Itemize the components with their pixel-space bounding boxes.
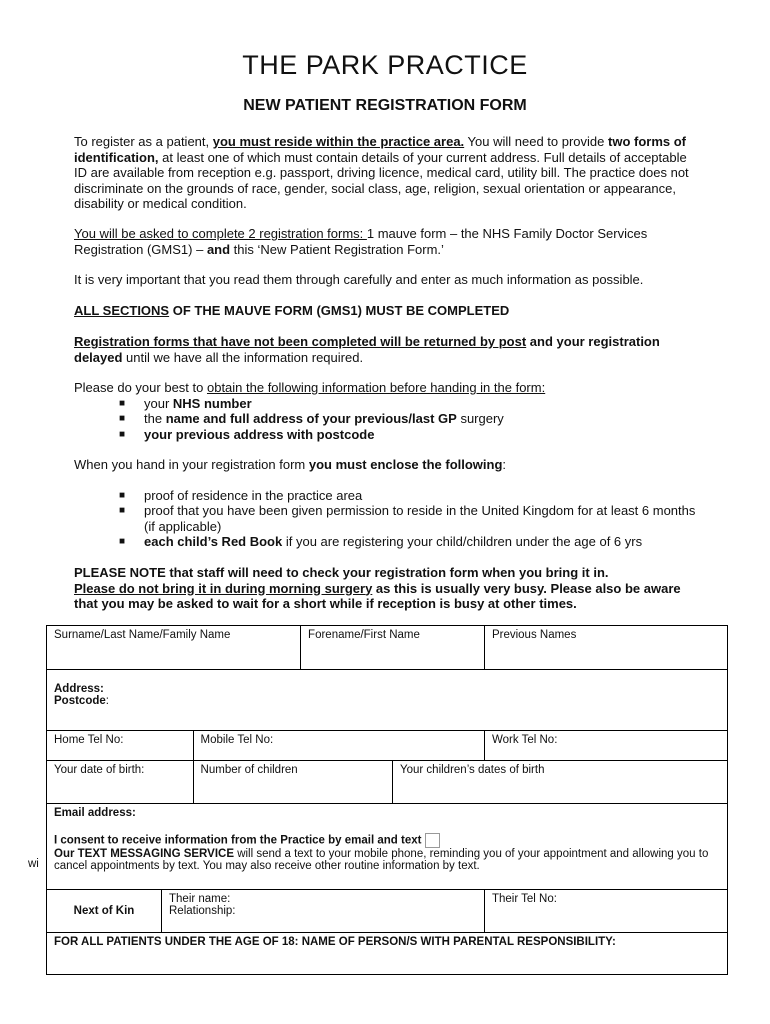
consent-row <box>54 833 720 848</box>
children-dob-field[interactable] <box>393 761 728 804</box>
date-of-birth-label: Your date of birth: <box>54 764 145 776</box>
list-item: ■ your previous address with postcode <box>119 426 375 442</box>
consent-checkbox[interactable] <box>425 833 440 848</box>
mobile-tel-label: Mobile Tel No: <box>200 734 274 746</box>
obtain-info-list <box>74 396 699 443</box>
consent-label: I consent to receive information from the Practice by email and text <box>54 834 422 847</box>
text-service-info: Our TEXT MESSAGING SERVICE will send a text to your mobile phone, reminding you of your appointment and allowing you to cancel appointments by text. You may also receive other routine information by text. <box>54 848 709 872</box>
enclose-lead: When you hand in your registration form you must enclose the following: <box>74 457 507 472</box>
surname-field[interactable] <box>47 626 301 670</box>
email-label: Email address: <box>54 807 136 819</box>
list-item: ■ your NHS number <box>119 395 252 411</box>
address-label: Address: <box>54 683 104 695</box>
parental-responsibility-field[interactable] <box>47 933 728 975</box>
please-note-paragraph: PLEASE NOTE that staff will need to check your registration form when you bring it in. Please do not bring it in during morning surgery as this is usually very busy. Please also be aware that you may be asked to wait for a short while if reception is busy at other times. <box>74 565 681 611</box>
previous-names-field[interactable] <box>484 626 727 670</box>
list-item: ■ proof that you have been given permission to reside in the United Kingdom for at least 6 months (if applicable) <box>119 503 696 534</box>
email-consent-section <box>47 804 728 890</box>
date-of-birth-field[interactable] <box>47 761 194 804</box>
page-title: THE PARK PRACTICE <box>242 50 528 80</box>
their-tel-label: Their Tel No: <box>491 893 557 905</box>
bullet-icon: ■ <box>119 505 126 516</box>
obtain-info-section <box>74 380 699 442</box>
bullet-icon: ■ <box>119 536 126 547</box>
next-of-kin-label: Next of Kin <box>47 890 162 933</box>
list-item: ■ the name and full address of your previous/last GP surgery <box>119 411 504 426</box>
number-of-children-field[interactable] <box>193 761 392 804</box>
relationship-label: Relationship: <box>169 905 236 917</box>
margin-fragment: wi <box>28 858 39 870</box>
number-of-children-label: Number of children <box>200 764 298 776</box>
home-tel-field[interactable] <box>47 731 194 761</box>
all-sections-heading: ALL SECTIONS OF THE MAUVE FORM (GMS1) MUST BE COMPLETED <box>74 303 510 318</box>
address-field[interactable] <box>47 670 728 731</box>
enclose-section <box>74 457 699 550</box>
form-title: NEW PATIENT REGISTRATION FORM <box>243 97 527 114</box>
previous-names-label: Previous Names <box>491 629 577 641</box>
parental-responsibility-label: FOR ALL PATIENTS UNDER THE AGE OF 18: NAME OF PERSON/S WITH PARENTAL RESPONSIBILITY: <box>54 936 616 948</box>
home-tel-label: Home Tel No: <box>54 734 124 746</box>
list-item: ■ proof of residence in the practice area <box>119 487 363 503</box>
their-tel-field[interactable] <box>484 890 727 933</box>
intro-paragraph: To register as a patient, you must reside within the practice area. You will need to provide two forms of identification, at least one of which must contain details of your current address. Full details of acceptable ID are available from reception e.g. passport, driving licence, medical card, utility bill. The practice does not discriminate on the grounds of race, gender, social class, age, religion, sexual orientation or appearance, disability or medical condition. <box>74 134 689 211</box>
enclose-list <box>74 488 699 550</box>
work-tel-label: Work Tel No: <box>492 734 558 746</box>
bullet-icon: ■ <box>119 413 126 424</box>
registration-details-table <box>46 625 728 975</box>
read-carefully-paragraph: It is very important that you read them through carefully and enter as much information as possible. <box>74 272 644 287</box>
forename-label: Forename/First Name <box>308 629 420 641</box>
forename-field[interactable] <box>301 626 485 670</box>
their-name-label: Their name: <box>169 893 231 905</box>
children-dob-label: Your children’s dates of birth <box>400 764 545 776</box>
mobile-tel-field[interactable] <box>193 731 484 761</box>
next-of-kin-details[interactable] <box>162 890 485 933</box>
obtain-info-lead: Please do your best to obtain the following information before handing in the form: <box>74 380 546 395</box>
work-tel-field[interactable] <box>485 731 728 761</box>
bullet-icon: ■ <box>119 397 126 409</box>
list-item: ■ each child’s Red Book if you are registering your child/children under the age of 6 yrs <box>119 534 643 549</box>
surname-label: Surname/Last Name/Family Name <box>54 629 231 641</box>
returned-by-post-paragraph: Registration forms that have not been completed will be returned by post and your registration delayed until we have all the information required. <box>74 334 660 365</box>
postcode-label: Postcode: <box>54 695 109 707</box>
forms-paragraph: You will be asked to complete 2 registration forms: 1 mauve form – the NHS Family Doctor Services Registration (GMS1) – and this ‘New Patient Registration Form.’ <box>74 226 648 257</box>
bullet-icon: ■ <box>119 428 126 440</box>
bullet-icon: ■ <box>119 489 126 501</box>
